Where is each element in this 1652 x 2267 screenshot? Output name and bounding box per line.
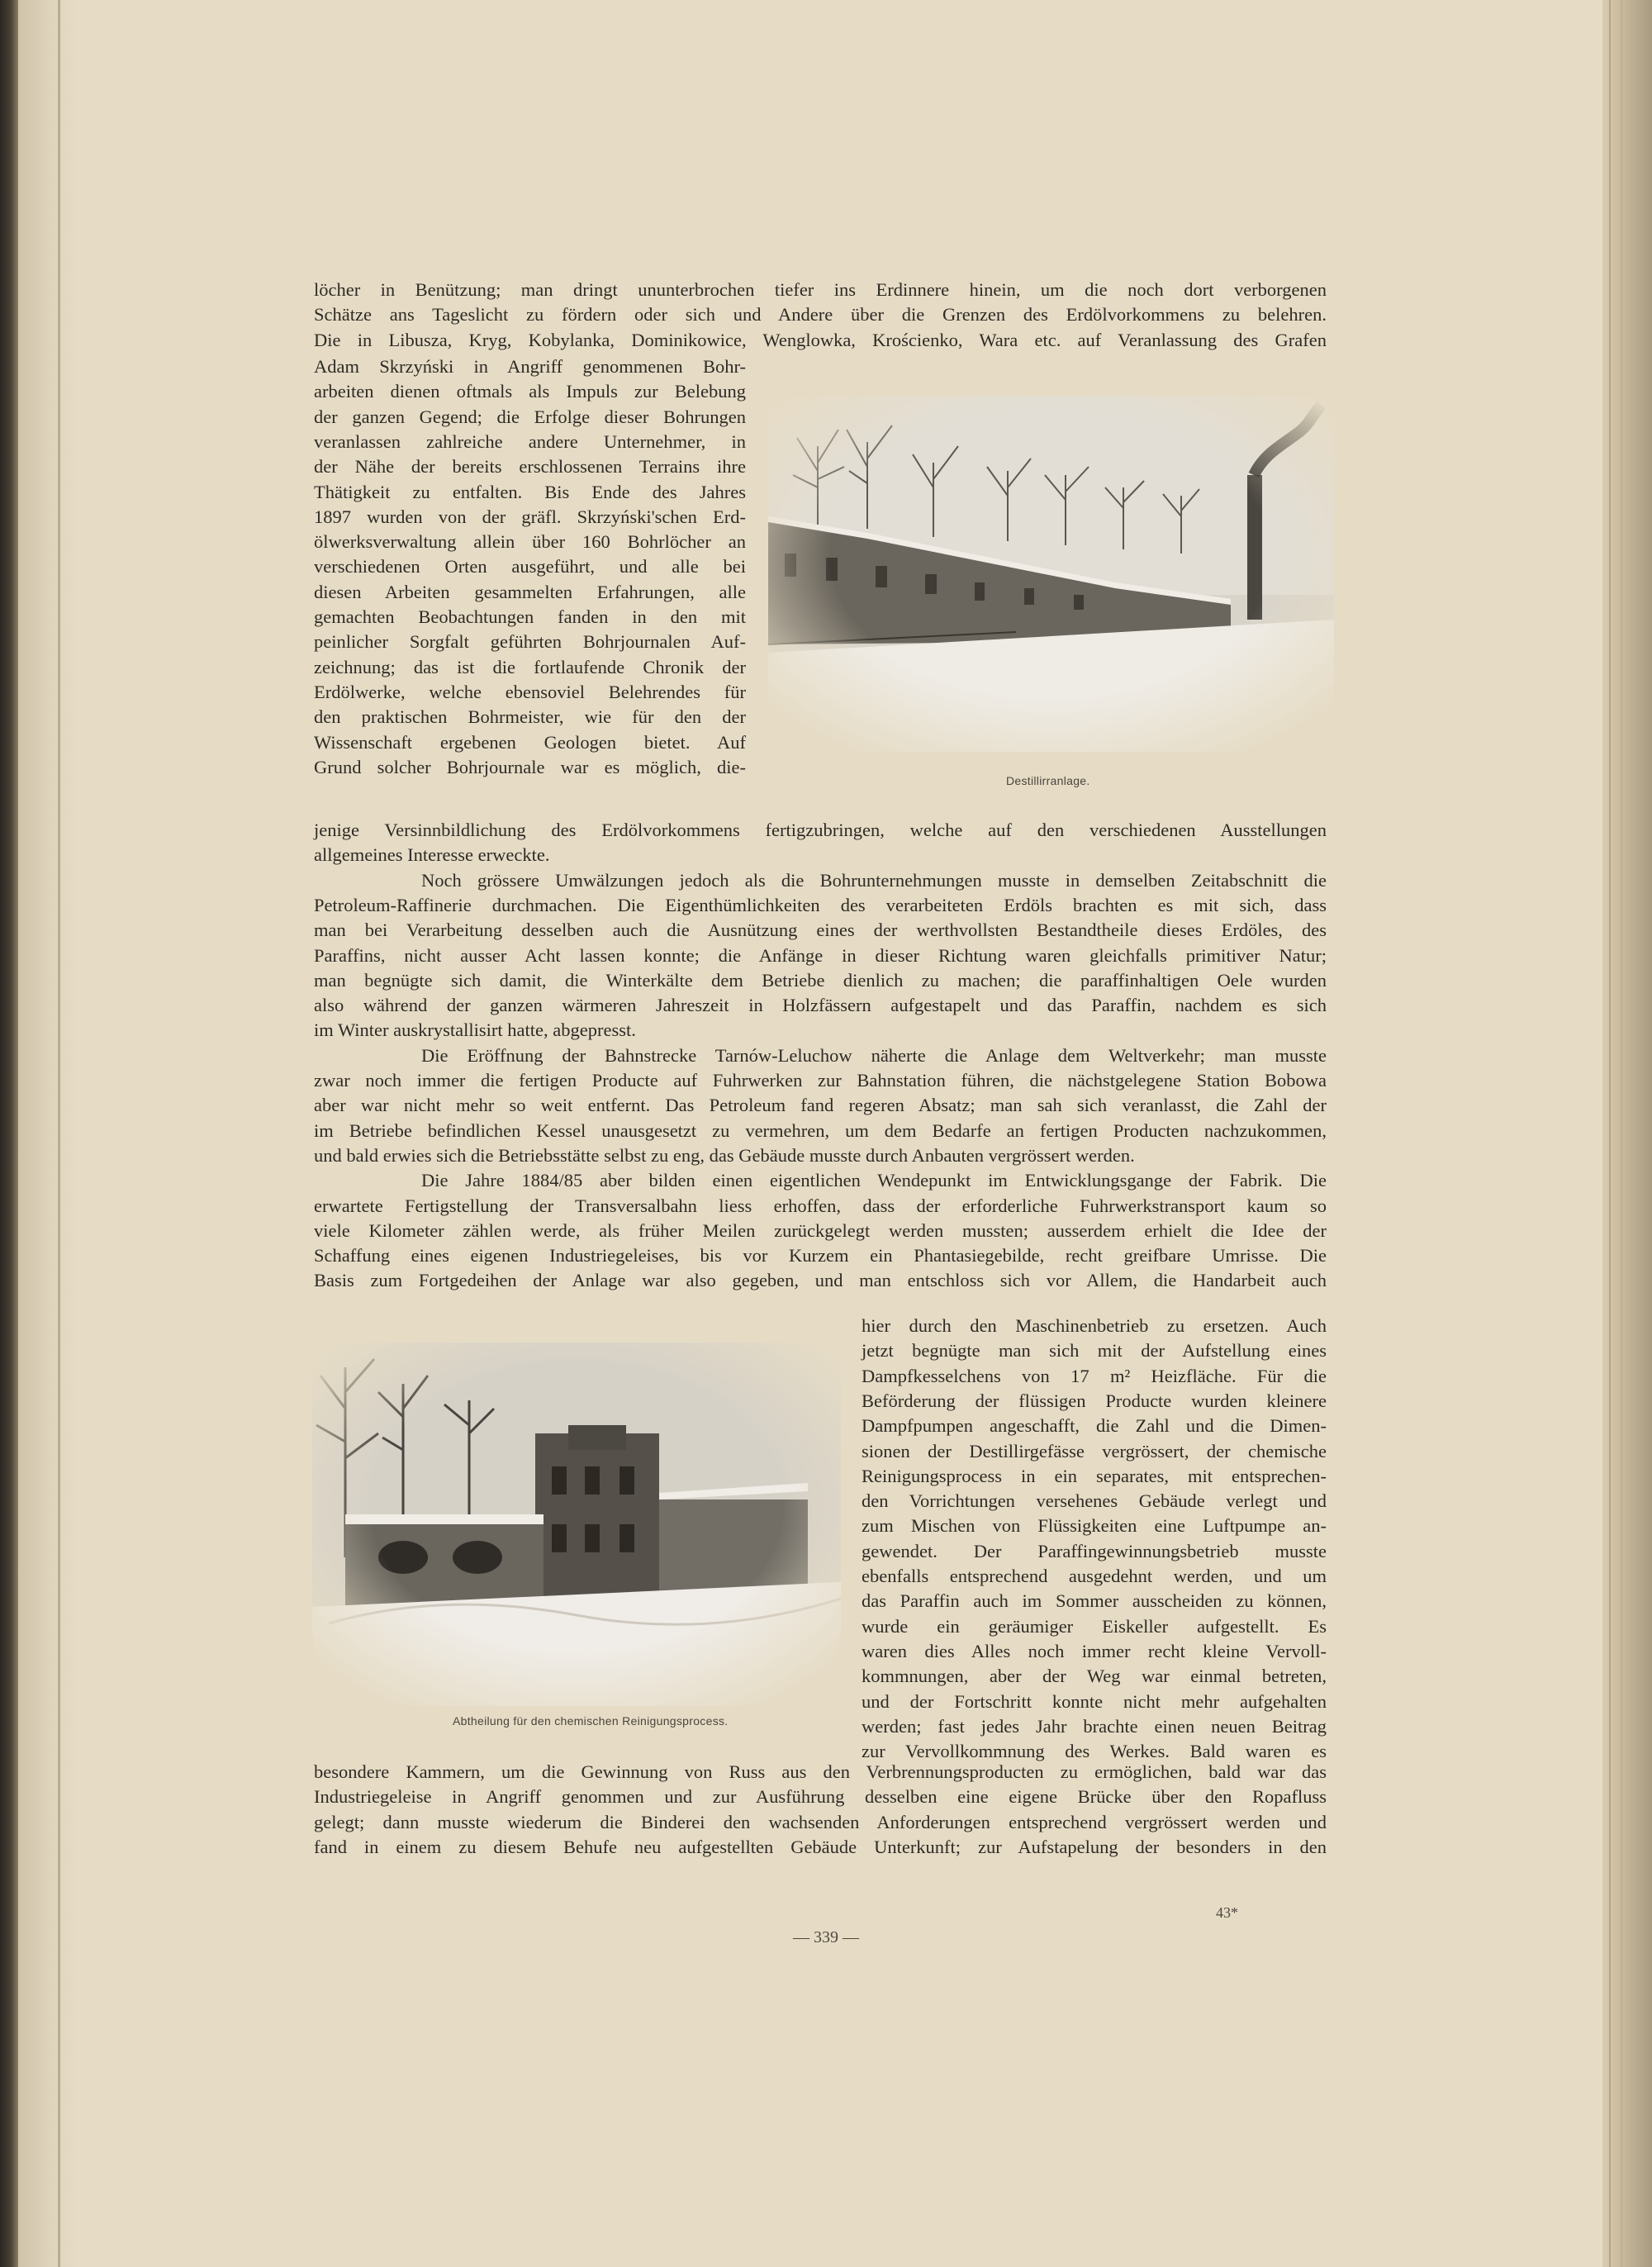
text-line: werden; fast jedes Jahr brachte einen neuen Beitrag — [862, 1715, 1327, 1737]
chemical-cleaning-photo — [312, 1343, 841, 1706]
text-line: Grund solcher Bohrjournale war es möglich, die- — [314, 756, 746, 777]
text-line: gelegt; dann musste wiederum die Binderei den wachsenden Anforderungen entsprechend vergrössert werden und — [314, 1811, 1327, 1832]
text-line: zur Vervollkommnung des Werkes. Bald waren es — [862, 1741, 1327, 1762]
text-line: im Betriebe befindlichen Kessel unausgesetzt zu vermehren, um dem Bedarfe an fertigen Producten nachzukommen, — [314, 1119, 1327, 1141]
page-gutter — [18, 0, 76, 2267]
text-line: sionen der Destillirgefässe vergrössert, der chemische — [862, 1440, 1327, 1461]
text-line: jenige Versinnbildlichung des Erdölvorkommens fertigzubringen, welche auf den verschiedenen Ausstellungen — [314, 820, 1327, 840]
figure-caption-chemical-cleaning: Abtheilung für den chemischen Reinigungsprocess. — [453, 1714, 729, 1728]
distillery-photo — [768, 397, 1334, 752]
gutter-fold — [58, 0, 60, 2267]
text-line: Die in Libusza, Kryg, Kobylanka, Dominikowice, Wenglowka, Krościenko, Wara etc. auf Veranlassung des Grafen — [314, 329, 1327, 350]
text-line: viele Kilometer zählen werde, als früher Meilen zurückgelegt werden mussten; ausserdem erhielt die Idee der — [314, 1219, 1327, 1241]
text-line: den Vorrichtungen versehenes Gebäude verlegt und — [862, 1490, 1327, 1512]
text-line: Petroleum-Raffinerie durchmachen. Die Eigenthümlichkeiten des verarbeiteten Erdöls brachten es mit sich, dass — [314, 894, 1327, 915]
text-line: Industriegeleise in Angriff genommen und zur Ausführung desselben eine eigene Brücke über den Ropafluss — [314, 1786, 1327, 1808]
page-number: — 339 — — [793, 1928, 859, 1946]
text-line: Die Eröffnung der Bahnstrecke Tarnów-Leluchow näherte die Anlage dem Weltverkehr; man musste — [421, 1044, 1327, 1066]
text-line: also während der ganzen wärmeren Jahreszeit in Holzfässern aufgestapelt und das Paraffin, nachdem es sich — [314, 995, 1327, 1016]
text-line: und der Fortschritt konnte nicht mehr aufgehalten — [862, 1690, 1327, 1712]
text-line: Thätigkeit zu entfalten. Bis Ende des Jahres — [314, 481, 746, 502]
figure-caption-distillery: Destillirranlage. — [1006, 774, 1090, 787]
figure-distillery — [768, 397, 1334, 787]
text-line: Dampfkesselchens von 17 m² Heizfläche. Für die — [862, 1365, 1327, 1386]
text-line: waren dies Alles noch immer recht kleine Vervoll- — [862, 1640, 1327, 1661]
text-line: man begnügte sich damit, die Winterkälte dem Betriebe dienlich zu machen; die paraffinhaltigen Oele wurden — [314, 969, 1327, 991]
text-line: 1897 wurden von der gräfl. Skrzyński'schen Erd- — [314, 506, 746, 527]
text-line: diesen Arbeiten gesammelten Erfahrungen, alle — [314, 581, 746, 602]
text-line: allgemeines Interesse erweckte. — [314, 844, 550, 866]
text-line: Schätze ans Tageslicht zu fördern oder sich und Andere über die Grenzen des Erdölvorkommens zu belehren. — [314, 304, 1327, 326]
text-line: veranlassen zahlreiche andere Unternehmer, in — [314, 430, 746, 452]
text-line: das Paraffin auch im Sommer ausscheiden zu können, — [862, 1590, 1327, 1612]
text-line: hier durch den Maschinenbetrieb zu ersetzen. Auch — [862, 1315, 1327, 1336]
text-line: peinlicher Sorgfalt geführten Bohrjournalen Auf- — [314, 631, 746, 653]
signature-mark: 43* — [1216, 1904, 1238, 1921]
page-edge-stack — [1602, 0, 1652, 2267]
text-line: arbeiten dienen oftmals als Impuls zur Belebung — [314, 381, 746, 402]
text-line: Erdölwerke, welche ebensoviel Belehrendes für — [314, 681, 746, 702]
text-line: der Nähe der bereits erschlossenen Terrains ihre — [314, 456, 746, 478]
figure-chemical-cleaning — [312, 1343, 841, 1731]
text-line: jetzt begnügte man sich mit der Aufstellung eines — [862, 1340, 1327, 1362]
text-line: zum Mischen von Flüssigkeiten eine Luftpumpe an- — [862, 1515, 1327, 1537]
text-line: im Winter auskrystallisirt hatte, abgepresst. — [314, 1019, 636, 1041]
text-line: und bald erwies sich die Betriebsstätte selbst zu eng, das Gebäude musste durch Anbauten vergrössert werden. — [314, 1144, 1135, 1166]
text-line: löcher in Benützung; man dringt ununterbrochen tiefer ins Erdinnere hinein, um die noch dort verborgenen — [314, 279, 1327, 300]
text-line: aber war nicht mehr so weit entfernt. Das Petroleum fand regeren Absatz; man sah sich veranlasst, die Zahl der — [314, 1095, 1327, 1116]
text-line: besondere Kammern, um die Gewinnung von Russ aus den Verbrennungsproducten zu ermöglichen, bald war das — [314, 1761, 1327, 1782]
text-line: man bei Verarbeitung desselben auch die Ausnützung eines der werthvollsten Bestandtheile dieses Erdöles, des — [314, 920, 1327, 941]
text-line: erwartete Fertigstellung der Transversalbahn liess erhoffen, dass der erforderliche Fuhrwerkstransport kaum so — [314, 1195, 1327, 1216]
text-line: Dampfpumpen angeschafft, die Zahl und die Dimen- — [862, 1415, 1327, 1437]
text-line: Wissenschaft ergebenen Geologen bietet. Auf — [314, 731, 746, 753]
text-line: Paraffins, nicht ausser Acht lassen konnte; die Anfänge in dieser Richtung waren gleichfalls primitiver Natur; — [314, 944, 1327, 966]
text-line: Noch grössere Umwälzungen jedoch als die Bohrunternehmungen musste in demselben Zeitabschnitt die — [421, 869, 1327, 891]
text-line: wurde ein geräumiger Eiskeller aufgestellt. Es — [862, 1615, 1327, 1637]
text-line: Reinigungsprocess in ein separates, mit entsprechen- — [862, 1465, 1327, 1486]
text-line: Basis zum Fortgedeihen der Anlage war also gegeben, und man entschloss sich vor Allem, die Handarbeit auch — [314, 1270, 1327, 1291]
text-line: ölwerksverwaltung allein über 160 Bohrlöcher an — [314, 531, 746, 553]
text-line: ebenfalls entsprechend ausgedehnt werden, und um — [862, 1566, 1327, 1586]
book-spine — [0, 0, 18, 2267]
text-line: kommnungen, aber der Weg war einmal betreten, — [862, 1666, 1327, 1687]
text-line: fand in einem zu diesem Behufe neu aufgestellten Gebäude Unterkunft; zur Aufstapelung der besonders in den — [314, 1836, 1327, 1857]
text-line: Schaffung eines eigenen Industriegeleises, bis vor Kurzem ein Phantasiegebilde, recht greifbare Umrisse. Die — [314, 1245, 1327, 1267]
text-line: verschiedenen Orten ausgeführt, und alle bei — [314, 556, 746, 577]
text-line: den praktischen Bohrmeister, wie für den der — [314, 706, 746, 728]
text-line: gemachten Beobachtungen fanden in den mit — [314, 606, 746, 627]
text-line: Adam Skrzyński in Angriff genommenen Bohr- — [314, 356, 746, 377]
text-line: gewendet. Der Paraffingewinnungsbetrieb musste — [862, 1540, 1327, 1561]
text-line: zwar noch immer die fertigen Producte auf Fuhrwerken zur Bahnstation führen, die nächstgelegene Station Bobowa — [314, 1070, 1327, 1091]
text-line: Die Jahre 1884/85 aber bilden einen eigentlichen Wendepunkt im Entwicklungsgange der Fabrik. Die — [421, 1170, 1327, 1191]
text-line: zeichnung; das ist die fortlaufende Chronik der — [314, 656, 746, 677]
text-line: Beförderung der flüssigen Producte wurden kleinere — [862, 1390, 1327, 1411]
text-line: der ganzen Gegend; die Erfolge dieser Bohrungen — [314, 406, 746, 427]
